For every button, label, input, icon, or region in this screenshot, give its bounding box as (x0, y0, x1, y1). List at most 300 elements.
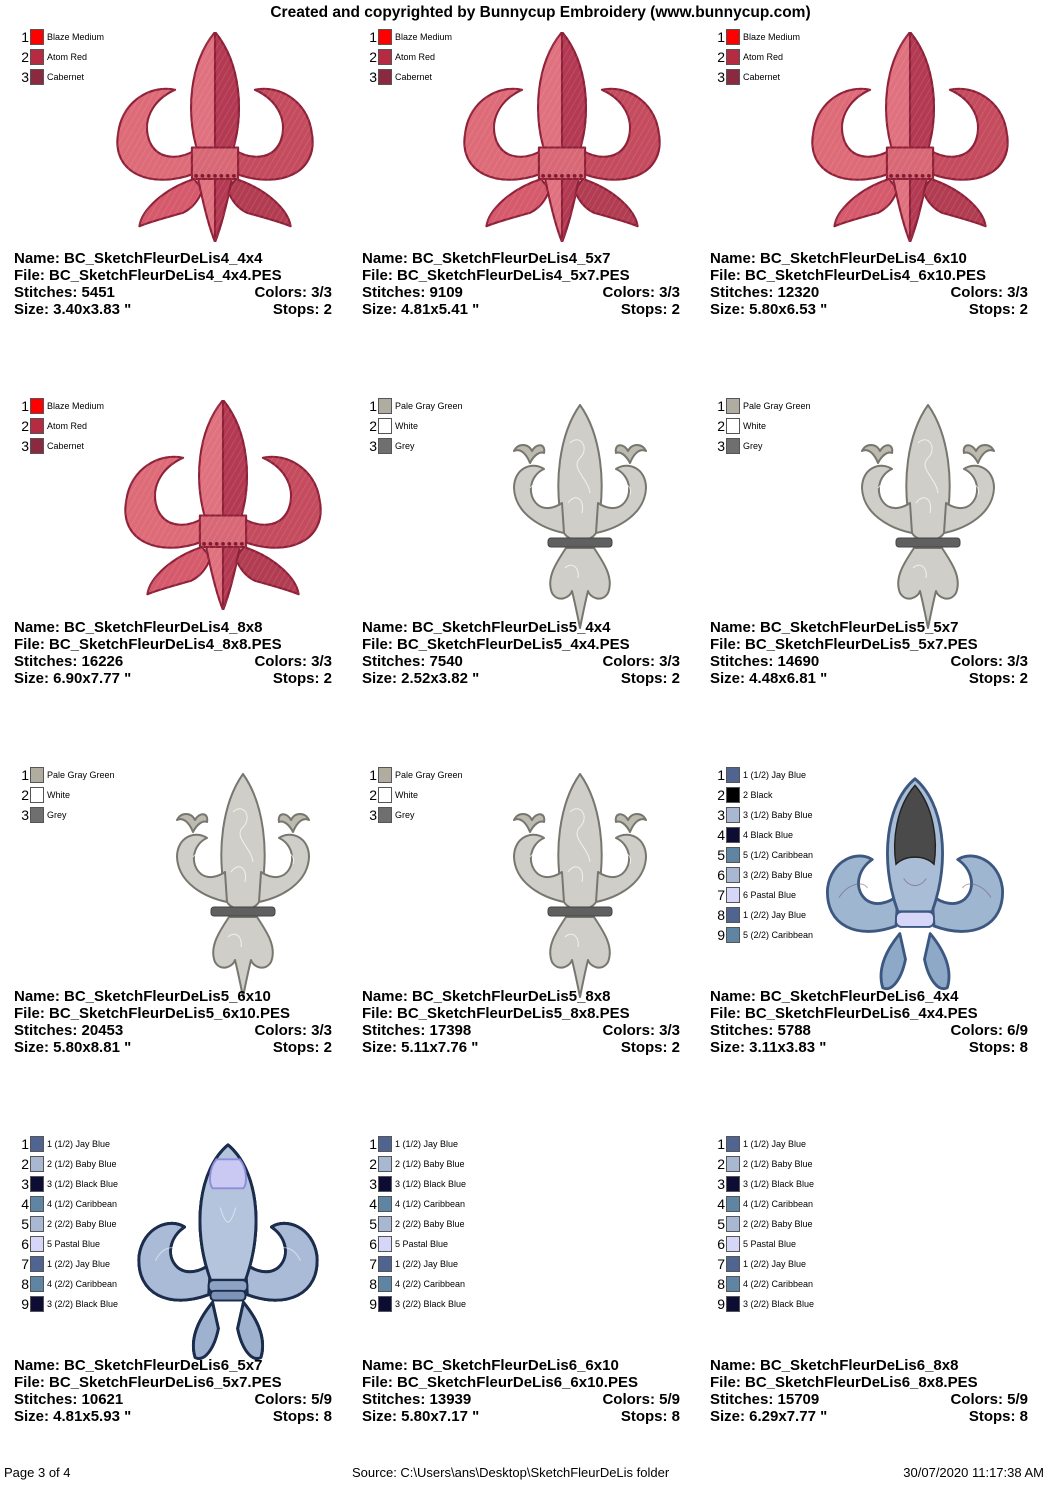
design-size (14, 1408, 332, 1425)
design-stitches-text: Stitches: 5788 (710, 1022, 811, 1039)
design-file-text: File: BC_SketchFleurDeLis6_5x7.PES (14, 1374, 282, 1391)
thread-number: 8 (717, 1276, 725, 1292)
design-name-text: Name: BC_SketchFleurDeLis5_5x7 (710, 619, 959, 636)
design-file-text: File: BC_SketchFleurDeLis5_5x7.PES (710, 636, 978, 653)
thread-entry (362, 1274, 466, 1294)
design-card (0, 369, 347, 738)
design-stitches-text: Stitches: 16226 (14, 653, 124, 670)
design-name-text: Name: BC_SketchFleurDeLis4_4x4 (14, 250, 263, 267)
thread-number: 3 (21, 1176, 29, 1192)
fleur-de-lis-design-image (490, 772, 670, 1002)
design-stitches-text: Colors: 3/3 (950, 284, 1028, 301)
thread-name: 6 Pastal Blue (743, 890, 797, 900)
thread-entry (362, 1154, 466, 1174)
thread-number: 3 (369, 1176, 377, 1192)
thread-entry (710, 805, 813, 825)
thread-entry (710, 436, 811, 456)
thread-entry (14, 1274, 118, 1294)
thread-number: 1 (717, 398, 725, 414)
thread-palette (362, 1134, 466, 1314)
thread-name: 1 (1/2) Jay Blue (743, 770, 807, 780)
design-stitches-text: Stitches: 7540 (362, 653, 463, 670)
thread-number: 1 (369, 398, 377, 414)
design-stitches-text: Stitches: 10621 (14, 1391, 124, 1408)
thread-entry (710, 1214, 814, 1234)
thread-swatch (726, 807, 740, 823)
design-file-text: File: BC_SketchFleurDeLis4_5x7.PES (362, 267, 630, 284)
thread-swatch (30, 69, 44, 85)
thread-entry (710, 765, 813, 785)
fleur-de-lis-design-image (118, 400, 328, 610)
thread-number: 2 (21, 1156, 29, 1172)
thread-swatch (726, 1196, 740, 1212)
thread-name: Grey (395, 441, 415, 451)
design-size-text: Size: 6.29x7.77 " (710, 1408, 828, 1425)
thread-palette (14, 1134, 118, 1314)
fleur-de-lis-design-image (820, 772, 1010, 1004)
thread-entry (710, 1294, 814, 1314)
design-info (362, 1357, 680, 1425)
design-size (14, 1039, 332, 1056)
thread-entry (14, 1294, 118, 1314)
thread-number: 1 (717, 1136, 725, 1152)
thread-name: 3 (2/2) Black Blue (395, 1299, 467, 1309)
thread-entry (362, 1194, 466, 1214)
thread-name: Atom Red (395, 52, 436, 62)
thread-number: 8 (21, 1276, 29, 1292)
thread-name: Grey (395, 810, 415, 820)
design-file (710, 636, 1028, 653)
thread-entry (362, 436, 463, 456)
thread-name: 5 (1/2) Caribbean (743, 850, 814, 860)
thread-number: 9 (21, 1296, 29, 1312)
thread-entry (14, 416, 104, 436)
thread-name: 4 (2/2) Caribbean (395, 1279, 466, 1289)
thread-swatch (30, 807, 44, 823)
thread-number: 2 (717, 787, 725, 803)
thread-swatch (378, 1196, 392, 1212)
thread-number: 3 (717, 438, 725, 454)
thread-swatch (726, 1176, 740, 1192)
design-file-text: File: BC_SketchFleurDeLis6_6x10.PES (362, 1374, 638, 1391)
thread-number: 2 (717, 418, 725, 434)
fleur-de-lis-design-image (490, 403, 670, 633)
thread-entry (362, 1214, 466, 1234)
thread-entry (710, 925, 813, 945)
design-file-text: File: BC_SketchFleurDeLis4_8x8.PES (14, 636, 282, 653)
thread-entry (362, 47, 452, 67)
thread-swatch (726, 887, 740, 903)
thread-name: 4 (2/2) Caribbean (47, 1279, 118, 1289)
design-name (14, 988, 332, 1005)
thread-name: White (395, 421, 419, 431)
thread-number: 4 (369, 1196, 377, 1212)
design-stitches-text: Colors: 3/3 (254, 653, 332, 670)
design-stitches (14, 284, 332, 301)
design-card (348, 369, 695, 738)
thread-number: 5 (369, 1216, 377, 1232)
thread-name: White (47, 790, 71, 800)
thread-entry (14, 396, 104, 416)
thread-swatch (30, 1156, 44, 1172)
thread-entry (14, 765, 115, 785)
design-size-text: Stops: 2 (272, 670, 332, 687)
design-card (696, 369, 1043, 738)
design-file (710, 1005, 1028, 1022)
thread-entry (710, 885, 813, 905)
thread-swatch (726, 418, 740, 434)
design-stitches-text: Stitches: 12320 (710, 284, 820, 301)
thread-number: 1 (21, 29, 29, 45)
thread-entry (710, 27, 800, 47)
design-name (710, 988, 1028, 1005)
design-name (14, 250, 332, 267)
thread-name: 5 Pastal Blue (743, 1239, 797, 1249)
design-file (710, 1374, 1028, 1391)
thread-entry (710, 1234, 814, 1254)
design-stitches-text: Colors: 5/9 (254, 1391, 332, 1408)
design-stitches-text: Colors: 5/9 (950, 1391, 1028, 1408)
thread-entry (362, 396, 463, 416)
design-file-text: File: BC_SketchFleurDeLis5_8x8.PES (362, 1005, 630, 1022)
design-name-text: Name: BC_SketchFleurDeLis4_8x8 (14, 619, 263, 636)
design-stitches-text: Colors: 6/9 (950, 1022, 1028, 1039)
thread-name: 3 (1/2) Black Blue (395, 1179, 467, 1189)
thread-entry (710, 845, 813, 865)
thread-number: 7 (21, 1256, 29, 1272)
thread-entry (362, 1254, 466, 1274)
thread-name: Blaze Medium (47, 401, 105, 411)
design-size-text: Size: 3.40x3.83 " (14, 301, 132, 318)
thread-name: 1 (2/2) Jay Blue (47, 1259, 111, 1269)
design-info (14, 988, 332, 1056)
thread-name: 2 (1/2) Baby Blue (395, 1159, 465, 1169)
design-stitches-text: Colors: 3/3 (602, 653, 680, 670)
thread-name: Grey (743, 441, 763, 451)
thread-name: 2 (2/2) Baby Blue (743, 1219, 813, 1229)
thread-entry (14, 27, 104, 47)
thread-name: 4 Black Blue (743, 830, 794, 840)
thread-entry (14, 1134, 118, 1154)
design-stitches-text: Stitches: 17398 (362, 1022, 472, 1039)
design-file (362, 1374, 680, 1391)
thread-swatch (726, 827, 740, 843)
design-size-text: Stops: 8 (620, 1408, 680, 1425)
design-size-text: Size: 2.52x3.82 " (362, 670, 480, 687)
thread-number: 9 (717, 1296, 725, 1312)
thread-number: 2 (21, 49, 29, 65)
design-card (348, 0, 695, 369)
thread-swatch (726, 49, 740, 65)
fleur-de-lis-design-image (110, 32, 320, 242)
design-name-text: Name: BC_SketchFleurDeLis6_5x7 (14, 1357, 263, 1374)
thread-palette (362, 396, 463, 456)
thread-swatch (726, 1156, 740, 1172)
thread-swatch (726, 398, 740, 414)
design-file (14, 636, 332, 653)
design-size-text: Stops: 2 (272, 1039, 332, 1056)
thread-swatch (726, 867, 740, 883)
thread-swatch (30, 767, 44, 783)
design-name (710, 1357, 1028, 1374)
thread-swatch (726, 907, 740, 923)
page-header: Created and copyrighted by Bunnycup Embroidery (www.bunnycup.com) (270, 4, 811, 21)
thread-swatch (378, 1256, 392, 1272)
design-size-text: Size: 4.48x6.81 " (710, 670, 828, 687)
design-stitches-text: Stitches: 9109 (362, 284, 463, 301)
thread-swatch (726, 29, 740, 45)
design-card (348, 1107, 695, 1476)
thread-name: 3 (1/2) Black Blue (47, 1179, 119, 1189)
design-size-text: Stops: 8 (968, 1408, 1028, 1425)
thread-swatch (378, 787, 392, 803)
design-size-text: Stops: 2 (968, 670, 1028, 687)
thread-name: White (743, 421, 767, 431)
design-file-text: File: BC_SketchFleurDeLis4_4x4.PES (14, 267, 282, 284)
design-size-text: Size: 4.81x5.93 " (14, 1408, 132, 1425)
design-file-text: File: BC_SketchFleurDeLis6_8x8.PES (710, 1374, 978, 1391)
design-name-text: Name: BC_SketchFleurDeLis4_6x10 (710, 250, 967, 267)
thread-entry (710, 1154, 814, 1174)
thread-number: 5 (717, 847, 725, 863)
thread-entry (362, 1234, 466, 1254)
design-size-text: Stops: 2 (620, 301, 680, 318)
design-size (362, 1039, 680, 1056)
thread-number: 2 (369, 787, 377, 803)
thread-swatch (726, 927, 740, 943)
design-name-text: Name: BC_SketchFleurDeLis6_4x4 (710, 988, 959, 1005)
thread-entry (14, 805, 115, 825)
thread-name: Pale Gray Green (395, 770, 463, 780)
thread-name: 4 (2/2) Caribbean (743, 1279, 814, 1289)
design-name (362, 619, 680, 636)
thread-entry (362, 805, 463, 825)
design-stitches (362, 284, 680, 301)
thread-swatch (378, 1136, 392, 1152)
thread-entry (710, 785, 813, 805)
fleur-de-lis-design-image (128, 1140, 328, 1372)
thread-number: 2 (717, 49, 725, 65)
thread-swatch (30, 1276, 44, 1292)
thread-entry (710, 1174, 814, 1194)
design-info (710, 988, 1028, 1056)
thread-swatch (378, 1156, 392, 1172)
design-size-text: Size: 5.11x7.76 " (362, 1039, 479, 1056)
design-file (14, 267, 332, 284)
design-file (14, 1005, 332, 1022)
thread-entry (14, 1194, 118, 1214)
thread-swatch (726, 1136, 740, 1152)
thread-name: 2 (1/2) Baby Blue (743, 1159, 813, 1169)
thread-name: 1 (2/2) Jay Blue (743, 910, 807, 920)
thread-swatch (726, 1276, 740, 1292)
thread-number: 4 (21, 1196, 29, 1212)
thread-entry (14, 436, 104, 456)
thread-swatch (378, 438, 392, 454)
thread-swatch (378, 418, 392, 434)
thread-number: 1 (717, 767, 725, 783)
thread-swatch (30, 1256, 44, 1272)
thread-swatch (30, 49, 44, 65)
thread-number: 2 (369, 1156, 377, 1172)
design-stitches (14, 653, 332, 670)
design-size-text: Stops: 2 (272, 301, 332, 318)
thread-swatch (30, 1236, 44, 1252)
design-name-text: Name: BC_SketchFleurDeLis5_4x4 (362, 619, 611, 636)
thread-name: 3 (1/2) Black Blue (743, 1179, 815, 1189)
design-card (696, 1107, 1043, 1476)
design-size-text: Stops: 2 (620, 670, 680, 687)
thread-name: Cabernet (47, 72, 85, 82)
fleur-de-lis-design-image (805, 32, 1015, 242)
fleur-de-lis-design-image (153, 772, 333, 1002)
design-name (362, 250, 680, 267)
thread-number: 4 (717, 1196, 725, 1212)
design-size-text: Size: 4.81x5.41 " (362, 301, 480, 318)
thread-name: 2 (2/2) Baby Blue (395, 1219, 465, 1229)
design-stitches-text: Colors: 3/3 (254, 1022, 332, 1039)
thread-swatch (726, 1296, 740, 1312)
thread-name: Cabernet (743, 72, 781, 82)
thread-swatch (726, 69, 740, 85)
thread-number: 7 (717, 1256, 725, 1272)
design-name (710, 619, 1028, 636)
thread-name: Blaze Medium (395, 32, 453, 42)
design-stitches (710, 653, 1028, 670)
thread-swatch (30, 29, 44, 45)
thread-swatch (378, 767, 392, 783)
design-info (710, 1357, 1028, 1425)
design-card (696, 738, 1043, 1107)
thread-number: 3 (369, 69, 377, 85)
thread-name: 5 Pastal Blue (47, 1239, 101, 1249)
design-file (362, 1005, 680, 1022)
thread-swatch (726, 847, 740, 863)
thread-swatch (30, 1136, 44, 1152)
design-name-text: Name: BC_SketchFleurDeLis5_8x8 (362, 988, 611, 1005)
thread-number: 2 (369, 49, 377, 65)
thread-entry (710, 396, 811, 416)
design-info (362, 988, 680, 1056)
thread-number: 1 (21, 1136, 29, 1152)
thread-swatch (378, 1296, 392, 1312)
thread-number: 6 (717, 867, 725, 883)
design-stitches-text: Stitches: 5451 (14, 284, 115, 301)
thread-swatch (378, 1276, 392, 1292)
thread-name: 3 (1/2) Baby Blue (743, 810, 813, 820)
thread-number: 1 (21, 398, 29, 414)
design-stitches-text: Colors: 3/3 (602, 284, 680, 301)
design-size (14, 301, 332, 318)
thread-name: 3 (2/2) Baby Blue (743, 870, 813, 880)
design-file (362, 636, 680, 653)
thread-swatch (378, 49, 392, 65)
design-size (362, 301, 680, 318)
thread-number: 4 (717, 827, 725, 843)
thread-entry (710, 67, 800, 87)
thread-palette (362, 27, 452, 87)
thread-entry (14, 47, 104, 67)
design-size-text: Size: 3.11x3.83 " (710, 1039, 827, 1056)
design-size-text: Size: 5.80x8.81 " (14, 1039, 132, 1056)
thread-name: 2 Black (743, 790, 773, 800)
design-file-text: File: BC_SketchFleurDeLis5_6x10.PES (14, 1005, 290, 1022)
thread-number: 2 (21, 787, 29, 803)
thread-number: 1 (369, 1136, 377, 1152)
design-stitches-text: Colors: 3/3 (254, 284, 332, 301)
thread-number: 1 (717, 29, 725, 45)
design-size (710, 670, 1028, 687)
thread-entry (14, 1174, 118, 1194)
thread-number: 2 (369, 418, 377, 434)
design-name-text: Name: BC_SketchFleurDeLis5_6x10 (14, 988, 271, 1005)
design-file-text: File: BC_SketchFleurDeLis4_6x10.PES (710, 267, 986, 284)
design-card (696, 0, 1043, 369)
thread-entry (362, 765, 463, 785)
thread-number: 7 (717, 887, 725, 903)
thread-name: 1 (2/2) Jay Blue (743, 1259, 807, 1269)
thread-name: 3 (2/2) Black Blue (743, 1299, 815, 1309)
design-stitches (710, 1022, 1028, 1039)
thread-number: 8 (369, 1276, 377, 1292)
thread-name: Pale Gray Green (743, 401, 811, 411)
thread-swatch (30, 1216, 44, 1232)
thread-name: White (395, 790, 419, 800)
thread-entry (362, 416, 463, 436)
thread-palette (710, 765, 813, 945)
thread-entry (14, 67, 104, 87)
thread-swatch (30, 1176, 44, 1192)
print-timestamp: 30/07/2020 11:17:38 AM (903, 1465, 1044, 1480)
design-size (362, 1408, 680, 1425)
thread-number: 2 (21, 418, 29, 434)
thread-name: 3 (2/2) Black Blue (47, 1299, 119, 1309)
thread-number: 5 (717, 1216, 725, 1232)
design-stitches (362, 653, 680, 670)
thread-entry (710, 47, 800, 67)
thread-name: Cabernet (47, 441, 85, 451)
page-number: Page 3 of 4 (4, 1465, 71, 1480)
thread-number: 1 (369, 767, 377, 783)
design-stitches-text: Stitches: 14690 (710, 653, 820, 670)
design-file-text: File: BC_SketchFleurDeLis6_4x4.PES (710, 1005, 978, 1022)
design-name (362, 1357, 680, 1374)
design-info (710, 250, 1028, 318)
thread-name: 5 (2/2) Caribbean (743, 930, 814, 940)
thread-swatch (378, 29, 392, 45)
thread-entry (362, 1174, 466, 1194)
thread-number: 3 (717, 807, 725, 823)
design-file (710, 267, 1028, 284)
thread-entry (710, 416, 811, 436)
design-stitches (14, 1022, 332, 1039)
thread-swatch (30, 1196, 44, 1212)
design-size (362, 670, 680, 687)
design-size (710, 1408, 1028, 1425)
thread-swatch (30, 438, 44, 454)
design-card (0, 0, 347, 369)
thread-swatch (726, 438, 740, 454)
thread-name: 1 (1/2) Jay Blue (395, 1139, 459, 1149)
thread-number: 8 (717, 907, 725, 923)
thread-name: 1 (2/2) Jay Blue (395, 1259, 459, 1269)
thread-name: Grey (47, 810, 67, 820)
thread-entry (14, 1214, 118, 1234)
thread-entry (14, 1234, 118, 1254)
thread-palette (710, 27, 800, 87)
design-info (362, 619, 680, 687)
design-size-text: Stops: 8 (968, 1039, 1028, 1056)
